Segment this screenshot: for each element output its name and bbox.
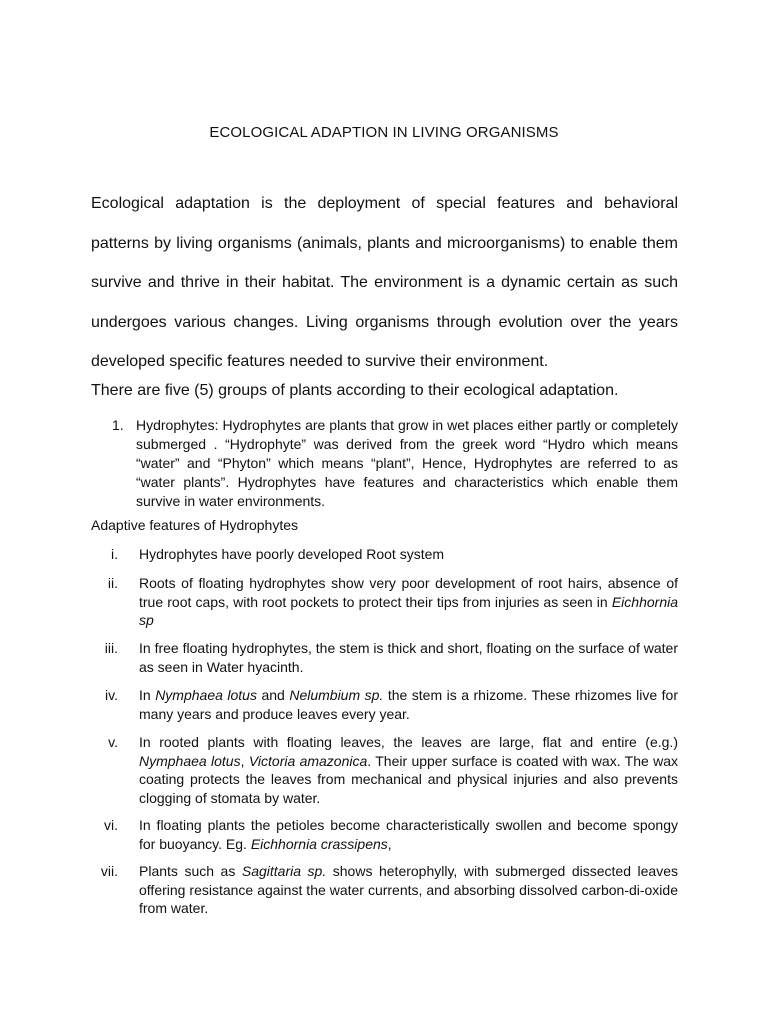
list-number: 1. xyxy=(112,417,124,433)
feature-text-segment: shows heterophylly, with submerged dissected leaves offering resistance against the water currents, and absorbing dissolved carbon-di-oxide from water. xyxy=(139,863,678,916)
feature-text-segment: , xyxy=(240,752,249,769)
species-name: Nelumbium sp. xyxy=(289,687,384,703)
feature-text xyxy=(139,639,678,676)
feature-text xyxy=(139,862,678,918)
feature-numeral: iv. xyxy=(105,687,118,703)
hydrophytes-text xyxy=(136,416,678,511)
feature-numeral: vi. xyxy=(104,817,118,833)
feature-text-segment: In xyxy=(139,687,156,703)
hydrophytes-term: Hydrophytes: xyxy=(136,417,219,433)
feature-text xyxy=(139,686,678,723)
feature-text-segment: . Their upper surface is coated with wax. The wax coating protects the leaves from mechanical and physical injuries and also prevents clogging of stomata by water. xyxy=(139,752,678,806)
feature-text-segment: and xyxy=(256,687,290,703)
feature-text xyxy=(139,574,678,630)
feature-text xyxy=(139,733,678,807)
feature-text-segment: the stem is a rhizome. These rhizomes live for many years and produce leaves every year. xyxy=(139,687,678,722)
feature-text xyxy=(139,545,678,564)
species-name: Victoria amazonica xyxy=(248,752,368,769)
groups-sentence: There are five (5) groups of plants according to their ecological adaptation. xyxy=(91,382,619,399)
feature-numeral: v. xyxy=(108,734,118,750)
species-name: Sagittaria sp. xyxy=(241,863,327,879)
feature-text-segment: In floating plants the petioles become characteristically swollen and become spongy for buoyancy. Eg. xyxy=(139,817,678,852)
feature-text-segment: Roots of floating hydrophytes show very poor development of root hairs, absence of true root caps, with root pockets to protect their tips from injuries as seen in xyxy=(139,575,678,610)
species-name: Eichhornia crassipens xyxy=(250,835,388,852)
feature-text-segment: In rooted plants with floating leaves, the leaves are large, flat and entire (e.g.) xyxy=(139,734,678,750)
species-name: Nymphaea lotus xyxy=(155,687,257,703)
feature-text-segment: , xyxy=(387,835,392,852)
species-name: Eichhornia sp xyxy=(139,593,678,628)
document-title: ECOLOGICAL ADAPTION IN LIVING ORGANISMS xyxy=(209,124,559,141)
feature-numeral: ii. xyxy=(107,575,118,591)
species-name: Nymphaea lotus xyxy=(139,752,241,769)
feature-numeral: iii. xyxy=(104,640,118,656)
feature-text-segment: Plants such as xyxy=(139,863,242,879)
feature-numeral: i. xyxy=(111,546,118,562)
hydrophytes-definition: Hydrophytes are plants that grow in wet places either partly or completely submerged . “Hydrophyte” was derived from the greek word “Hydro which means “water” and “Phyton” which means “plant”, Hence, Hydrophytes are referred to as “water plants”. Hydrophytes have features and characteristics which enable them survive in water environments. xyxy=(136,417,678,509)
intro-paragraph: Ecological adaptation is the deployment of special features and behavioral patterns by living organisms (animals, plants and microorganisms) to enable them survive and thrive in their habitat. The environment is a dynamic certain as such undergoes various changes. Living organisms through evolution over the years developed specific features needed to survive their environment. xyxy=(91,195,678,370)
feature-text-segment: Hydrophytes have poorly developed Root system xyxy=(139,546,445,562)
feature-text xyxy=(139,816,678,853)
hydrophytes-list-item xyxy=(112,416,678,511)
feature-numeral: vii. xyxy=(100,863,118,879)
feature-text-segment: In free floating hydrophytes, the stem is thick and short, floating on the surface of water as seen in Water hyacinth. xyxy=(139,640,678,675)
features-heading: Adaptive features of Hydrophytes xyxy=(91,517,299,533)
